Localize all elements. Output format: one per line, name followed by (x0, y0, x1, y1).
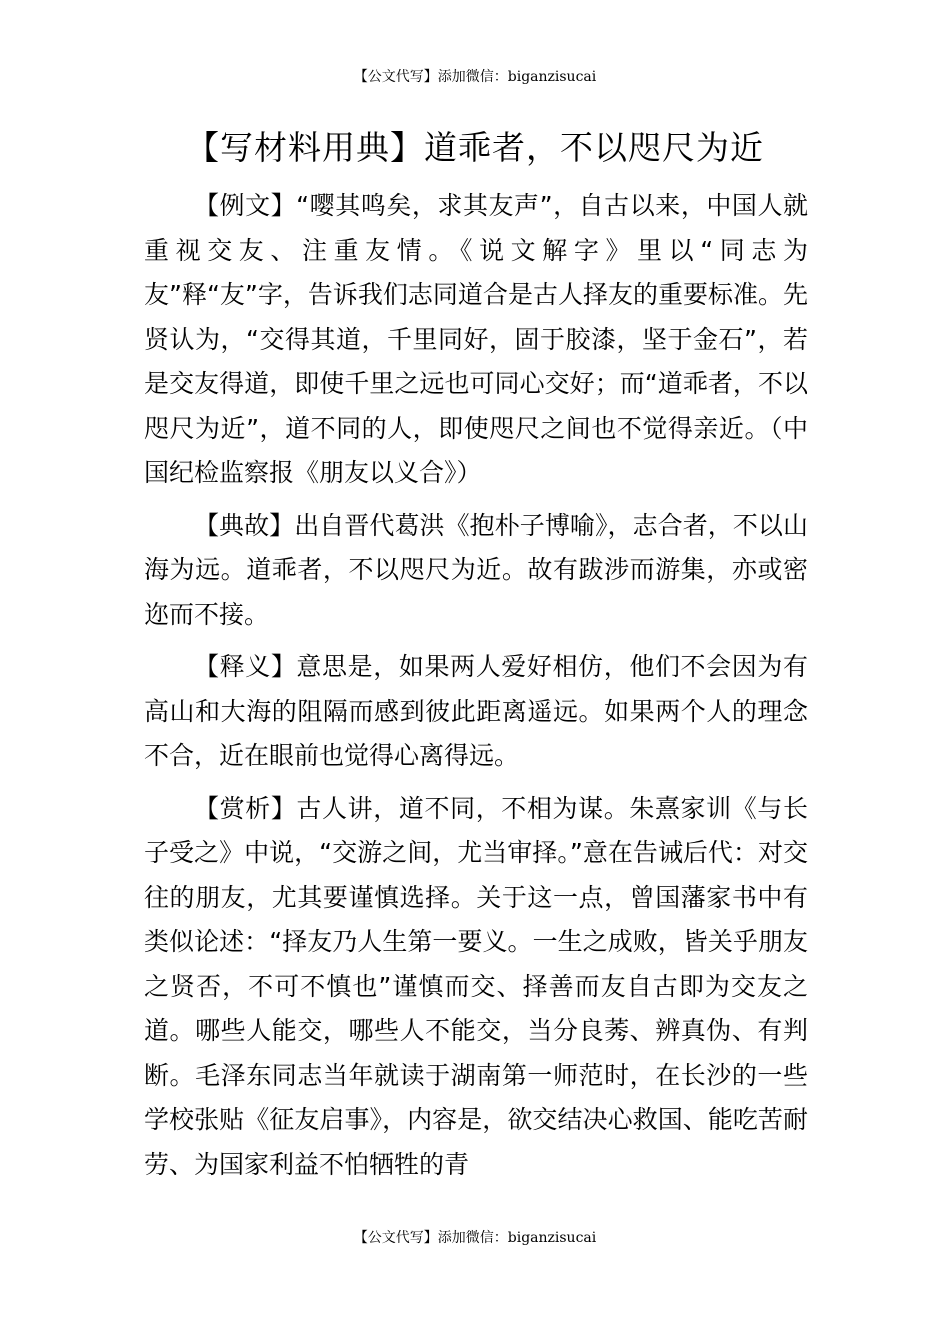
page-title: 【写材料用典】道乖者，不以咫尺为近 (186, 128, 764, 167)
paragraph-analysis: 【赏析】古人讲，道不同，不相为谋。朱熹家训《与长子受之》中说，“交游之间，尤当审择。”意在告诫后代：对交往的朋友，尤其要谨慎选择。关于这一点，曾国藩家书中有类似论述：“择友乃人生第一要义。一生之成败，皆关乎朋友之贤否，不可不慎也”谨慎而交、择善而友自古即为交友之道。哪些人能交，哪些人不能交，当分良莠、辨真伪、有判断。毛泽东同志当年就读于湖南第一师范时，在长沙的一些学校张贴《征友启事》，内容是，欲交结决心救国、能吃苦耐劳、为国家利益不怕牺牲的青 (144, 793, 808, 1179)
page-header: 【公文代写】添加微信：biganzisucai (353, 69, 597, 85)
paragraph-allusion: 【典故】出自晋代葛洪《抱朴子博喻》，志合者，不以山海为远。道乖者，不以咫尺为近。故有跋涉而游集，亦或密迩而不接。 (144, 510, 808, 629)
page-footer: 【公文代写】添加微信：biganzisucai (353, 1230, 597, 1246)
paragraph-meaning: 【释义】意思是，如果两人爱好相仿，他们不会因为有高山和大海的阻隔而感到彼此距离遥远。如果两个人的理念不合，近在眼前也觉得心离得远。 (144, 652, 808, 770)
paragraph-example: 【例文】“嘤其鸣矣，求其友声”，自古以来，中国人就重视交友、注重友情。《说文解字》里以“同志为友”释“友”字，告诉我们志同道合是古人择友的重要标准。先贤认为，“交得其道，千里同好，固于胶漆，坚于金石”，若是交友得道，即使千里之远也可同心交好；而“道乖者，不以咫尺为近”，道不同的人，即使咫尺之间也不觉得亲近。（中国纪检监察报《朋友以义合》） (144, 191, 808, 487)
article-body (144, 184, 808, 1195)
